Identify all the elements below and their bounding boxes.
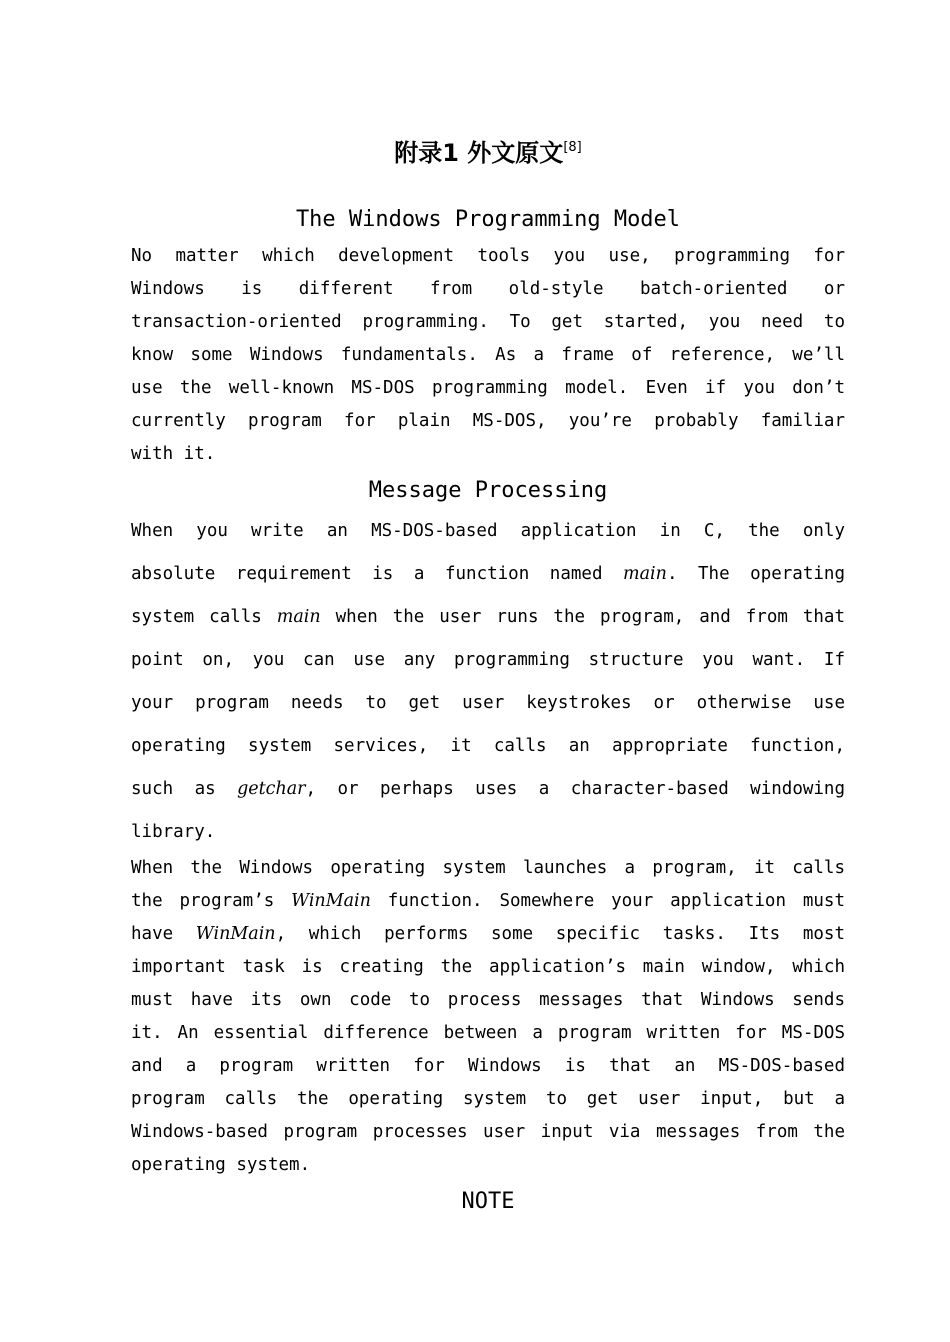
text-segment: absolute requirement is a function named bbox=[131, 564, 624, 584]
text-segment: function. Somewhere your application must bbox=[370, 891, 845, 911]
text-line: When you write an MS-DOS-based application in C, the only bbox=[131, 521, 845, 541]
text-segment: system calls bbox=[131, 607, 277, 627]
citation-marker: [8] bbox=[563, 140, 582, 155]
text-line bbox=[131, 918, 845, 951]
code-term-main: main bbox=[276, 607, 321, 627]
text-line: transaction-oriented programming. To get started, you need to bbox=[131, 312, 845, 332]
text-line: must have its own code to process messages that Windows sends bbox=[131, 990, 845, 1010]
text-line: program calls the operating system to get user input, but a bbox=[131, 1089, 845, 1109]
text-line: Windows is different from old-style batch-oriented or bbox=[131, 279, 845, 299]
note-heading: NOTE bbox=[461, 1189, 515, 1214]
text-segment: . The operating bbox=[666, 564, 845, 584]
text-line bbox=[131, 557, 845, 600]
text-line: use the well-known MS-DOS programming model. Even if you don’t bbox=[131, 378, 845, 398]
text-line: with it. bbox=[131, 444, 216, 464]
text-line bbox=[131, 600, 845, 643]
appendix-title-text: 附录1 外文原文 bbox=[394, 139, 564, 167]
message-processing-heading: Message Processing bbox=[368, 478, 608, 503]
text-line: currently program for plain MS-DOS, you’re probably familiar bbox=[131, 411, 845, 431]
text-line: point on, you can use any programming structure you want. If bbox=[131, 650, 845, 670]
code-term-winmain: WinMain bbox=[195, 924, 276, 944]
text-line: operating system. bbox=[131, 1155, 311, 1175]
text-segment: such as bbox=[131, 779, 238, 799]
text-line: and a program written for Windows is that an MS-DOS-based bbox=[131, 1056, 845, 1076]
text-line: Windows-based program processes user input via messages from the bbox=[131, 1122, 845, 1142]
text-line: know some Windows fundamentals. As a frame of reference, we’ll bbox=[131, 345, 845, 365]
text-line: your program needs to get user keystrokes or otherwise use bbox=[131, 693, 845, 713]
text-line: operating system services, it calls an appropriate function, bbox=[131, 736, 845, 756]
intro-paragraph bbox=[131, 240, 845, 471]
text-segment: the program’s bbox=[131, 891, 292, 911]
text-line: When the Windows operating system launches a program, it calls bbox=[131, 858, 845, 878]
text-line: it. An essential difference between a program written for MS-DOS bbox=[131, 1023, 845, 1043]
code-term-getchar: getchar bbox=[237, 779, 306, 799]
text-line: library. bbox=[131, 822, 216, 842]
code-term-main: main bbox=[623, 564, 667, 584]
text-line: No matter which development tools you use, programming for bbox=[131, 246, 845, 266]
text-line bbox=[131, 885, 845, 918]
text-segment: when the user runs the program, and from that bbox=[320, 607, 845, 627]
appendix-title bbox=[131, 136, 845, 170]
text-segment: have bbox=[131, 924, 196, 944]
message-processing-paragraph-1 bbox=[131, 514, 845, 858]
message-processing-paragraph-2 bbox=[131, 852, 845, 1182]
code-term-winmain: WinMain bbox=[291, 891, 371, 911]
text-segment: , which performs some specific tasks. Its most bbox=[275, 924, 845, 944]
text-line: important task is creating the application’s main window, which bbox=[131, 957, 845, 977]
text-segment: , or perhaps uses a character-based windowing bbox=[305, 779, 845, 799]
section-title: The Windows Programming Model bbox=[295, 207, 681, 232]
text-line bbox=[131, 772, 845, 815]
